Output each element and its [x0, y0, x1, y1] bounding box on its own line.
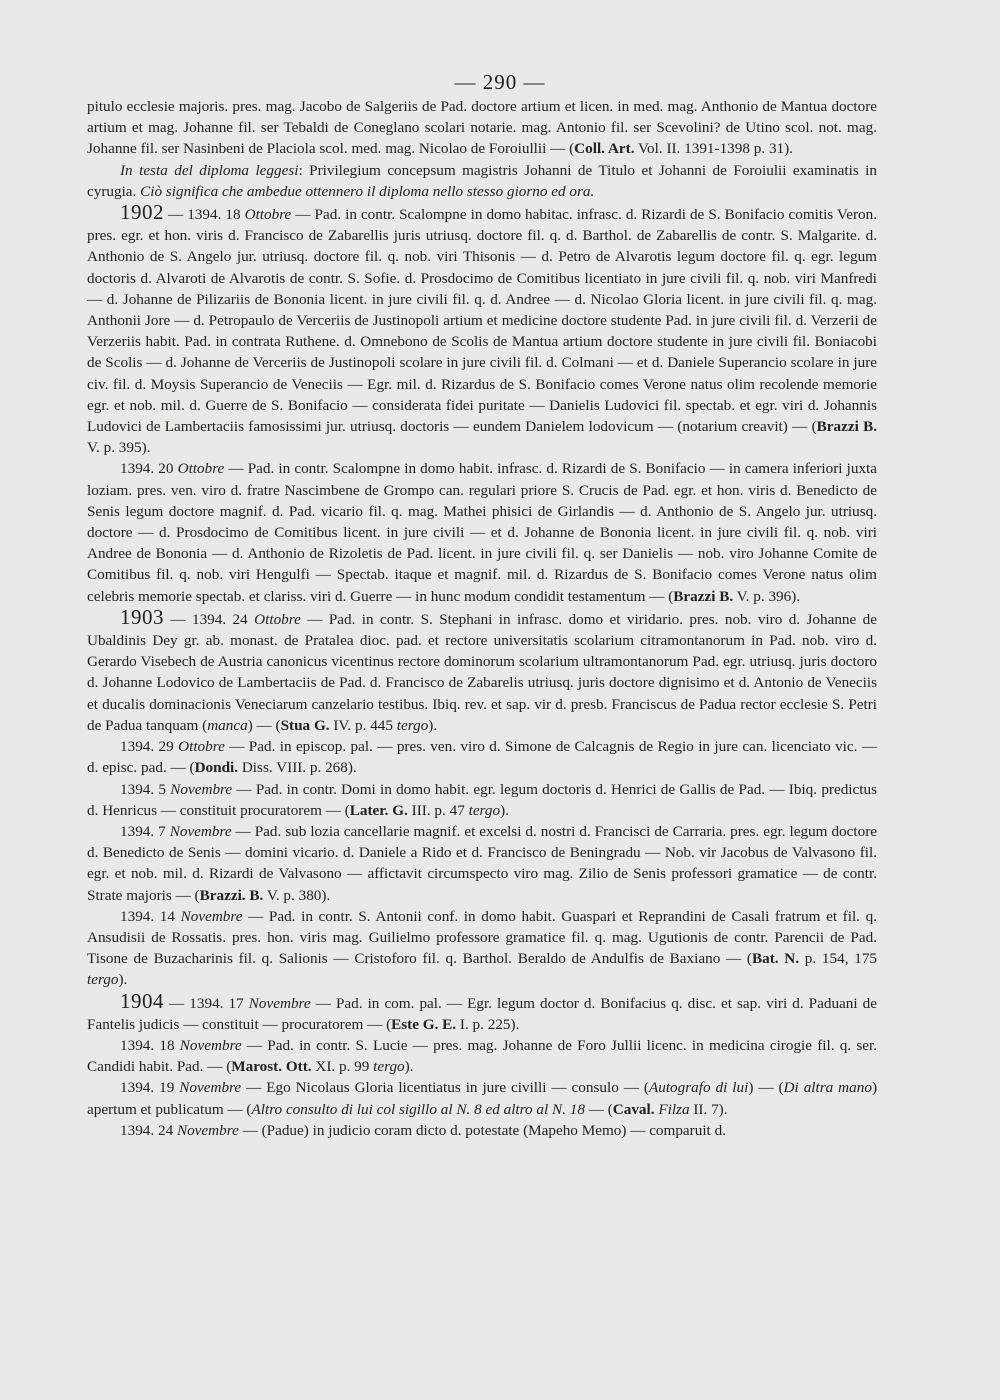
italic-text: Ottobre: [177, 460, 225, 478]
italic-text: Novembre: [179, 1036, 242, 1054]
text-run: — Pad. in contr. S. Antonii conf. in domo habit. Guaspari et Reprandini de Casali fratrum et fil. q. Ansudisii de Rossatis. pres. hon. viris mag. Guilielmo professore gramatice fil. q. mag. Ugutionis de contr. Parencii de Pad. Tisone de Buzacharinis fil. q. Salionis — Cristoforo fil. q. Barthol. Beraldo de Andulfis de Baxiano — (: [87, 907, 877, 968]
text-run: IV. p. 445: [329, 716, 397, 734]
text-run: — Ego Nicolaus Gloria licentiatus in jure civilli — consulo — (: [241, 1079, 649, 1097]
paragraph: [87, 821, 877, 906]
italic-text: Altro consulto di lui col sigillo al N. 8 ed altro al N. 18: [251, 1100, 585, 1118]
text-run: — 1394. 18: [164, 206, 245, 224]
italic-text: Filza: [658, 1100, 690, 1118]
text-run: 1394. 29: [120, 738, 179, 756]
text-run: — Pad. in com. pal. — Egr. legum doctor d. Bonifacius q. disc. et sap. viri d. Paduani de Fantelis judicis — constituit — procuratorem — (: [87, 994, 877, 1033]
italic-text: In testa del diploma leggesi: [120, 161, 299, 179]
italic-text: Ottobre: [178, 738, 225, 756]
text-run: V. p. 380).: [263, 886, 331, 904]
paragraph: [87, 1035, 877, 1077]
text-run: I. p. 225).: [456, 1015, 520, 1033]
paragraph: [87, 988, 877, 1035]
source-citation: Coll. Art.: [574, 140, 635, 158]
text-run: — Pad. in contr. S. Lucie — pres. mag. Johanne de Foro Jullii licenc. in medicina cirogie fil. q. ser. Candidi habit. Pad. — (: [87, 1036, 878, 1076]
source-citation: Caval.: [612, 1100, 655, 1118]
text-run: 1394. 18: [120, 1036, 180, 1054]
text-run: — (Padue) in judicio coram dicto d. potestate (Mapeho Memo) — comparuit d.: [238, 1121, 726, 1139]
italic-text: tergo: [396, 716, 429, 734]
text-run: V. p. 396).: [733, 587, 801, 605]
italic-text: Ottobre: [244, 206, 292, 224]
entry-number: 1903: [120, 604, 164, 629]
source-citation: Brazzi B.: [673, 587, 734, 605]
source-citation: Marost. Ott.: [231, 1058, 312, 1076]
text-run: 1394. 19: [120, 1079, 180, 1097]
italic-text: tergo: [373, 1058, 405, 1076]
text-run: — Pad. in contr. S. Stephani in infrasc. domo et viridario. pres. nob. viro d. Johanne de Ubaldinis Dey gr. ab. monast. de Pratalea dioc. pad. et rectore universitatis scolarium citramontanorum in Pad. nob. viro d. Gerardo Visebech de Austria canonicus vicentinus rectore dominorum scolarium ultramontanorum Pad. egr. utriusq. juris doctoro d. Johanne Lodovico de Lambertaciis de Pad. d. Francisco de Zabarelis utriusq. juris doctore dignisimo et d. Antonio de Veneciis et ducalis dominacionis Veneciarum canzelario testibus. Ibiq. rev. et sap. vir d. presb. Franciscus de Padua rector ecclesie S. Petri de Padua tanquam (: [87, 610, 877, 734]
entry-number: 1902: [120, 200, 164, 225]
italic-text: tergo: [468, 801, 501, 819]
source-citation: Este G. E.: [391, 1015, 457, 1033]
text-run: — Pad. sub lozia cancellarie magnif. et excelsi d. nostri d. Francisci de Carraria. pres. egr. legum doctore d. Benedicto de Senis — domini vicario. d. Daniele a Rido et d. Francisco de Beningradu — Nob. vir Jacobus de Valvasono fil. egr. et nob. mil. d. Rizardi de Valvasono — affictavit circumspecto viro mag. Zilio de Senis professori gramatice — de contr. Strate majoris — (: [87, 822, 878, 904]
italic-text: Novembre: [180, 907, 243, 925]
paragraph: [87, 1120, 877, 1141]
source-citation: Dondi.: [194, 759, 239, 777]
text-run: — Pad. in contr. Scalompne in domo habitac. infrasc. d. Rizardi de S. Bonifacio comitis Veron. pres. egr. et hon. viris d. Francisco de Zabarellis juris utriusq. doctore fil. q. d. Barthol. de Zabarellis de contr. S. Malgarite. d. Anthonio de S. Angelo jur. utriusq. doctore fil. q. nob. viri Thisonis — d. Petro de Alvarotis legum doctore fil. q. egr. legum doctoris d. Alvaroti de Alvarotis de contr. S. Sofie. d. Prosdocimo de Comitibus licentiato in jure civili fil. q. nob. viri Manfredi — d. Johanne de Pilizariis de Bononia licent. in jure civili fil. q. d. Andree — d. Nicolao Gloria licent. in jure civili fil. q. mag. Anthonii Jore — d. Petropaulo de Verceriis de Justinopoli artium et medicine doctore studente Pad. in jure civili fil. d. Verzerii de Verzeriis habit. Pad. in contrata Ruthene. d. Omnebono de Scolis de Mantua artium doctore studente in jure civili fil. Boniacobi de Scolis — d. Johanne de Verceriis de Justinopoli scolare in jure civili fil. d. Colmani — et d. Daniele Superancio scolare in jure civ. fil. d. Moysis Superancio de Veneciis — Egr. mil. d. Rizardus de S. Bonifacio comes Verone natus olim recolende memorie egr. et nob. mil. d. Guerre de S. Bonifacio — considerata fidei puritate — Danielis Ludovici fil. spectab. et egr. viri d. Johannis Ludovici de Lambertaciis famosissimi jur. utriusq. doctoris — eundem Danielem lodovicum — (notarium creavit) — (: [87, 206, 878, 436]
text-run: ) — (: [748, 1079, 784, 1097]
paragraph: [87, 736, 877, 778]
text-run: II. 7).: [689, 1100, 728, 1118]
text-run: XI. p. 99: [311, 1058, 374, 1076]
text-run: p. 154, 175: [799, 950, 878, 968]
text-run: ) — (: [247, 716, 281, 734]
italic-text: Ottobre: [254, 610, 301, 628]
italic-text: Novembre: [176, 1121, 239, 1139]
paragraph: [87, 604, 877, 736]
text-run: — 1394. 17: [164, 994, 249, 1012]
text-run: — Pad. in contr. Scalompne in domo habit. infrasc. d. Rizardi de S. Bonifacio — in camera inferiori juxta loziam. pres. ven. viro d. fratre Nascimbene de Grompo can. regulari priore S. Crucis de Pad. egr. et hon. viris d. Benedicto de Senis legum doctore magnif. d. Pad. vicario fil. q. mag. Mathei phisici de Girlandis — d. Anthonio de S. Angelo jur. utriusq. doctore — d. Prosdocimo de Comitibus licent. in jure civili — et d. Johanne de Bononia licent. in jure civili fil. q. nob. viri Andree de Bononia — d. Anthonio de Rizoletis de Pad. licent. in jure civili fil. q. ser Danielis — nob. viro Johanne Comite de Comitibus fil. q. nob. viri Hengulfi — Spectab. itaque et magnif. mil. d. Rizardus de S. Bonifacio comes Verone natus olim celebris memorie spectab. et clariss. viri d. Guerre — in hunc modum condidit testamentum — (: [87, 460, 877, 605]
text-run: Diss. VIII. p. 268).: [238, 759, 357, 777]
entry-number: 1904: [120, 988, 164, 1013]
source-citation: Later. G.: [349, 801, 408, 819]
paragraph: [87, 906, 877, 991]
text-run: — (: [584, 1100, 613, 1118]
italic-text: Ciò significa che ambedue ottennero il diploma nello stesso giorno ed ora.: [140, 182, 595, 200]
paragraph: [87, 160, 877, 202]
source-citation: Bat. N.: [752, 950, 800, 968]
text-run: ).: [404, 1058, 414, 1076]
italic-text: manca: [207, 716, 248, 734]
paragraph: [87, 1077, 877, 1119]
text-run: — Pad. in episcop. pal. — pres. ven. viro d. Simone de Calcagnis de Regio in jure can. licenciato vic. — d. episc. pad. — (: [87, 738, 878, 777]
italic-text: Di altra mano: [783, 1079, 872, 1097]
paragraph: [87, 458, 877, 606]
text-run: V. p. 395).: [87, 439, 151, 457]
text-run: 1394. 7: [120, 822, 170, 840]
source-citation: Brazzi. B.: [199, 886, 264, 904]
italic-text: Novembre: [170, 780, 233, 798]
italic-text: tergo: [87, 971, 119, 989]
italic-text: Novembre: [169, 822, 232, 840]
text-run: III. p. 47: [407, 801, 469, 819]
text-run: — 1394. 24: [164, 610, 255, 628]
text-run: ).: [428, 716, 438, 734]
text-body: [87, 96, 877, 1141]
italic-text: Autografo di lui: [648, 1079, 749, 1097]
paragraph: [87, 96, 877, 160]
page-number: — 290 —: [454, 70, 546, 94]
source-citation: Stua G.: [280, 716, 330, 734]
italic-text: Novembre: [248, 994, 311, 1012]
paragraph: [87, 202, 877, 458]
text-run: ).: [118, 971, 128, 989]
text-run: 1394. 5: [120, 780, 171, 798]
text-run: 1394. 20: [120, 460, 178, 478]
italic-text: Novembre: [179, 1079, 242, 1097]
text-run: 1394. 24: [120, 1121, 177, 1139]
paragraph: [87, 779, 877, 821]
text-run: ) apertum et publicatum — (: [87, 1079, 877, 1118]
text-run: 1394. 14: [120, 907, 181, 925]
text-run: ).: [500, 801, 509, 819]
text-run: — Pad. in contr. Domi in domo habit. egr. legum doctoris d. Henrici de Gallis de Pad. — Ibiq. predictus d. Henricus — constituit procuratorem — (: [87, 780, 877, 819]
text-run: pitulo ecclesie majoris. pres. mag. Jacobo de Salgeriis de Pad. doctore artium et licen. in med. mag. Anthonio de Mantua doctore artium et mag. Johanne fil. ser Tebaldi de Coneglano scolari notarie. mag. Antonio fil. ser Scevolini? de Utino scol. not. mag. Johanne fil. ser Nasinbeni de Placiola scol. med. mag. Nicolao de Foroiullii — (: [87, 98, 877, 158]
text-run: : Privilegium concepsum magistris Johanni de Titulo et Johanni de Foroiulii examinatis in cyrugia.: [87, 161, 877, 200]
source-citation: Brazzi B.: [816, 418, 877, 436]
text-run: Vol. II. 1391-1398 p. 31).: [634, 140, 793, 158]
